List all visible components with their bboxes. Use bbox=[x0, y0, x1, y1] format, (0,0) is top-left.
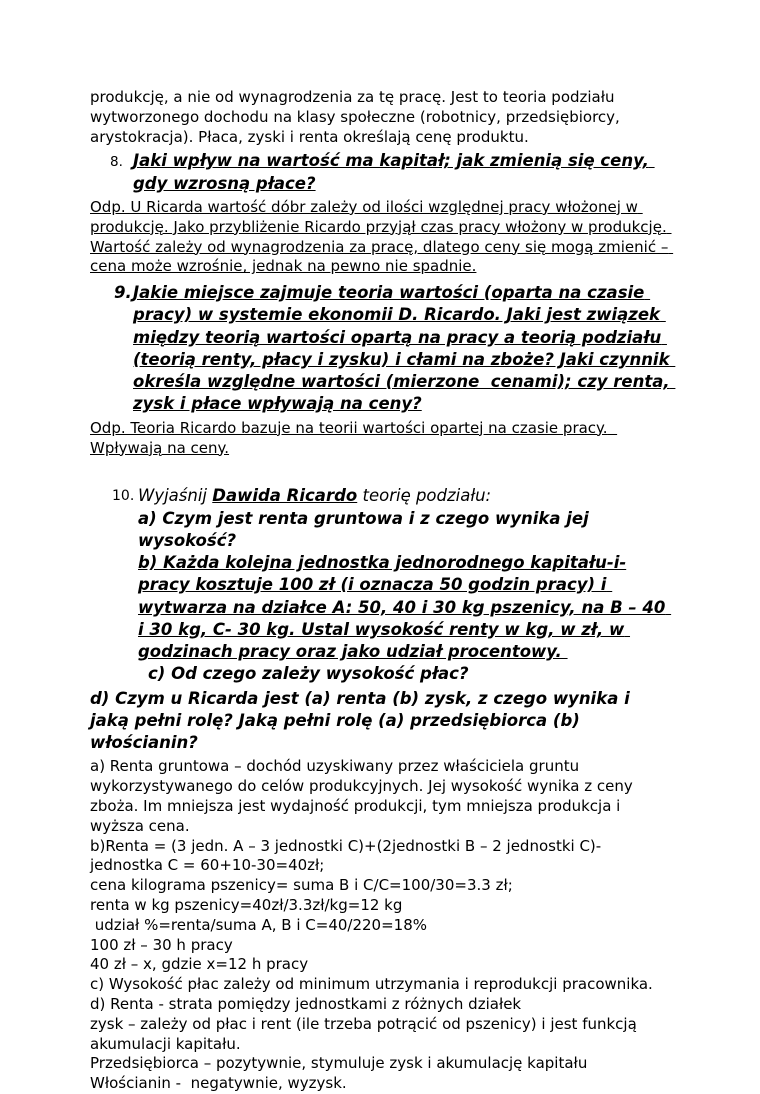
question-8 bbox=[90, 150, 674, 195]
question-10-sub-c: c) Od czego zależy wysokość płac? bbox=[148, 664, 469, 684]
answer-10-line-100zl: 100 zł – 30 h pracy bbox=[90, 935, 233, 954]
answer-10-line-40zl: 40 zł – x, gdzie x=12 h pracy bbox=[90, 955, 309, 974]
question-10-intro-pre: Wyjaśnij bbox=[138, 486, 213, 506]
answer-10-block bbox=[90, 757, 674, 1094]
answer-10-line-wloscianin: Włościanin - negatywnie, wyzysk. bbox=[90, 1074, 347, 1093]
question-10-sub-a: a) Czym jest renta gruntowa i z czego wynika jej wysokość? bbox=[138, 508, 595, 550]
answer-9-text: Odp. Teoria Ricardo bazuje na teorii wartości opartej na czasie pracy. Wpływają na ceny. bbox=[90, 418, 618, 457]
answer-10-line-share: udział %=renta/suma A, B i C=40/220=18% bbox=[90, 915, 428, 934]
question-10-content bbox=[138, 485, 674, 685]
intro-paragraph: produkcję, a nie od wynagrodzenia za tę pracę. Jest to teoria podziału wytworzonego dochodu na klasy społeczne (robotnicy, przedsiębiorcy, arystokracja). Płaca, zyski i renta określają cenę produktu. bbox=[90, 88, 625, 146]
answer-10-line-d: d) Renta - strata pomiędzy jednostkami z różnych działek bbox=[90, 995, 522, 1014]
question-10 bbox=[90, 485, 674, 685]
answer-10-line-a: a) Renta gruntowa – dochód uzyskiwany przez właściciela gruntu wykorzystywanego do celów produkcyjnych. Jej wysokość wynika z ceny zboża. Im mniejsza jest wydajność produkcji, tym mniejsza produkcja i wyższa cena. bbox=[90, 757, 638, 835]
answer-10-line-c: c) Wysokość płac zależy od minimum utrzymania i reprodukcji pracownika. bbox=[90, 975, 653, 994]
question-8-title: Jaki wpływ na wartość ma kapitał; jak zmienią się ceny, gdy wzrosną płace? bbox=[133, 151, 655, 193]
question-10-sub-b: b) Każda kolejna jednostka jednorodnego kapitału-i-pracy kosztuje 100 zł (i oznacza 50 godzin pracy) i wytwarza na działce A: 50, 40 i 30 kg pszenicy, na B – 40 i 30 kg, C- 30 kg. Ustal wysokość renty w kg, w zł, w godzinach pracy oraz jako udział procentowy. bbox=[138, 553, 672, 662]
question-9-title: Jakie miejsce zajmuje teoria wartości (oparta na czasie pracy) w systemie ekonomii D. Ricardo. Jaki jest związek między teorią wartości opartą na pracy a teorią podziału (teorią renty, płacy i zysku) i cłami na zboże? Jaki czynnik określa względne wartości (mierzone cenami); czy renta, zysk i płace wpływają na ceny? bbox=[133, 283, 676, 414]
answer-10-line-rent-kg: renta w kg pszenicy=40zł/3.3zł/kg=12 kg bbox=[90, 896, 403, 915]
answer-10-line-price: cena kilograma pszenicy= suma B i C/C=100/30=3.3 zł; bbox=[90, 876, 513, 895]
question-10-intro bbox=[138, 485, 674, 507]
answer-10-line-przedsiebiorca: Przedsiębiorca – pozytywnie, stymuluje zysk i akumulację kapitału bbox=[90, 1054, 588, 1073]
answer-10-line-zysk: zysk – zależy od płac i rent (ile trzeba potrącić od pszenicy) i jest funkcją akumulacji kapitału. bbox=[90, 1014, 642, 1053]
question-10-intro-post: teorię podziału: bbox=[357, 486, 492, 506]
question-9-number: 9. bbox=[114, 283, 132, 303]
question-10-sub-d: d) Czym u Ricarda jest (a) renta (b) zysk, z czego wynika i jaką pełni rolę? Jaką pełni rolę (a) przedsiębiorca (b) włościanin? bbox=[90, 688, 636, 753]
question-10-author-name: Dawida Ricardo bbox=[212, 486, 358, 506]
question-10-number: 10. bbox=[112, 488, 135, 505]
question-8-number: 8. bbox=[110, 154, 123, 171]
answer-10-line-b: b)Renta = (3 jedn. A – 3 jednostki C)+(2jednostki B – 2 jednostki C)-jednostka C = 60+10-30=40zł; bbox=[90, 836, 602, 875]
question-9 bbox=[90, 282, 674, 416]
answer-8-text: Odp. U Ricarda wartość dóbr zależy od ilości względnej pracy włożonej w produkcję. Jako przybliżenie Ricardo przyjął czas pracy włożony w produkcję. Wartość zależy od wynagrodzenia za pracę, dlatego ceny się mogą zmienić – cena może wzrośnie, jednak na pewno nie spadnie. bbox=[90, 197, 674, 276]
